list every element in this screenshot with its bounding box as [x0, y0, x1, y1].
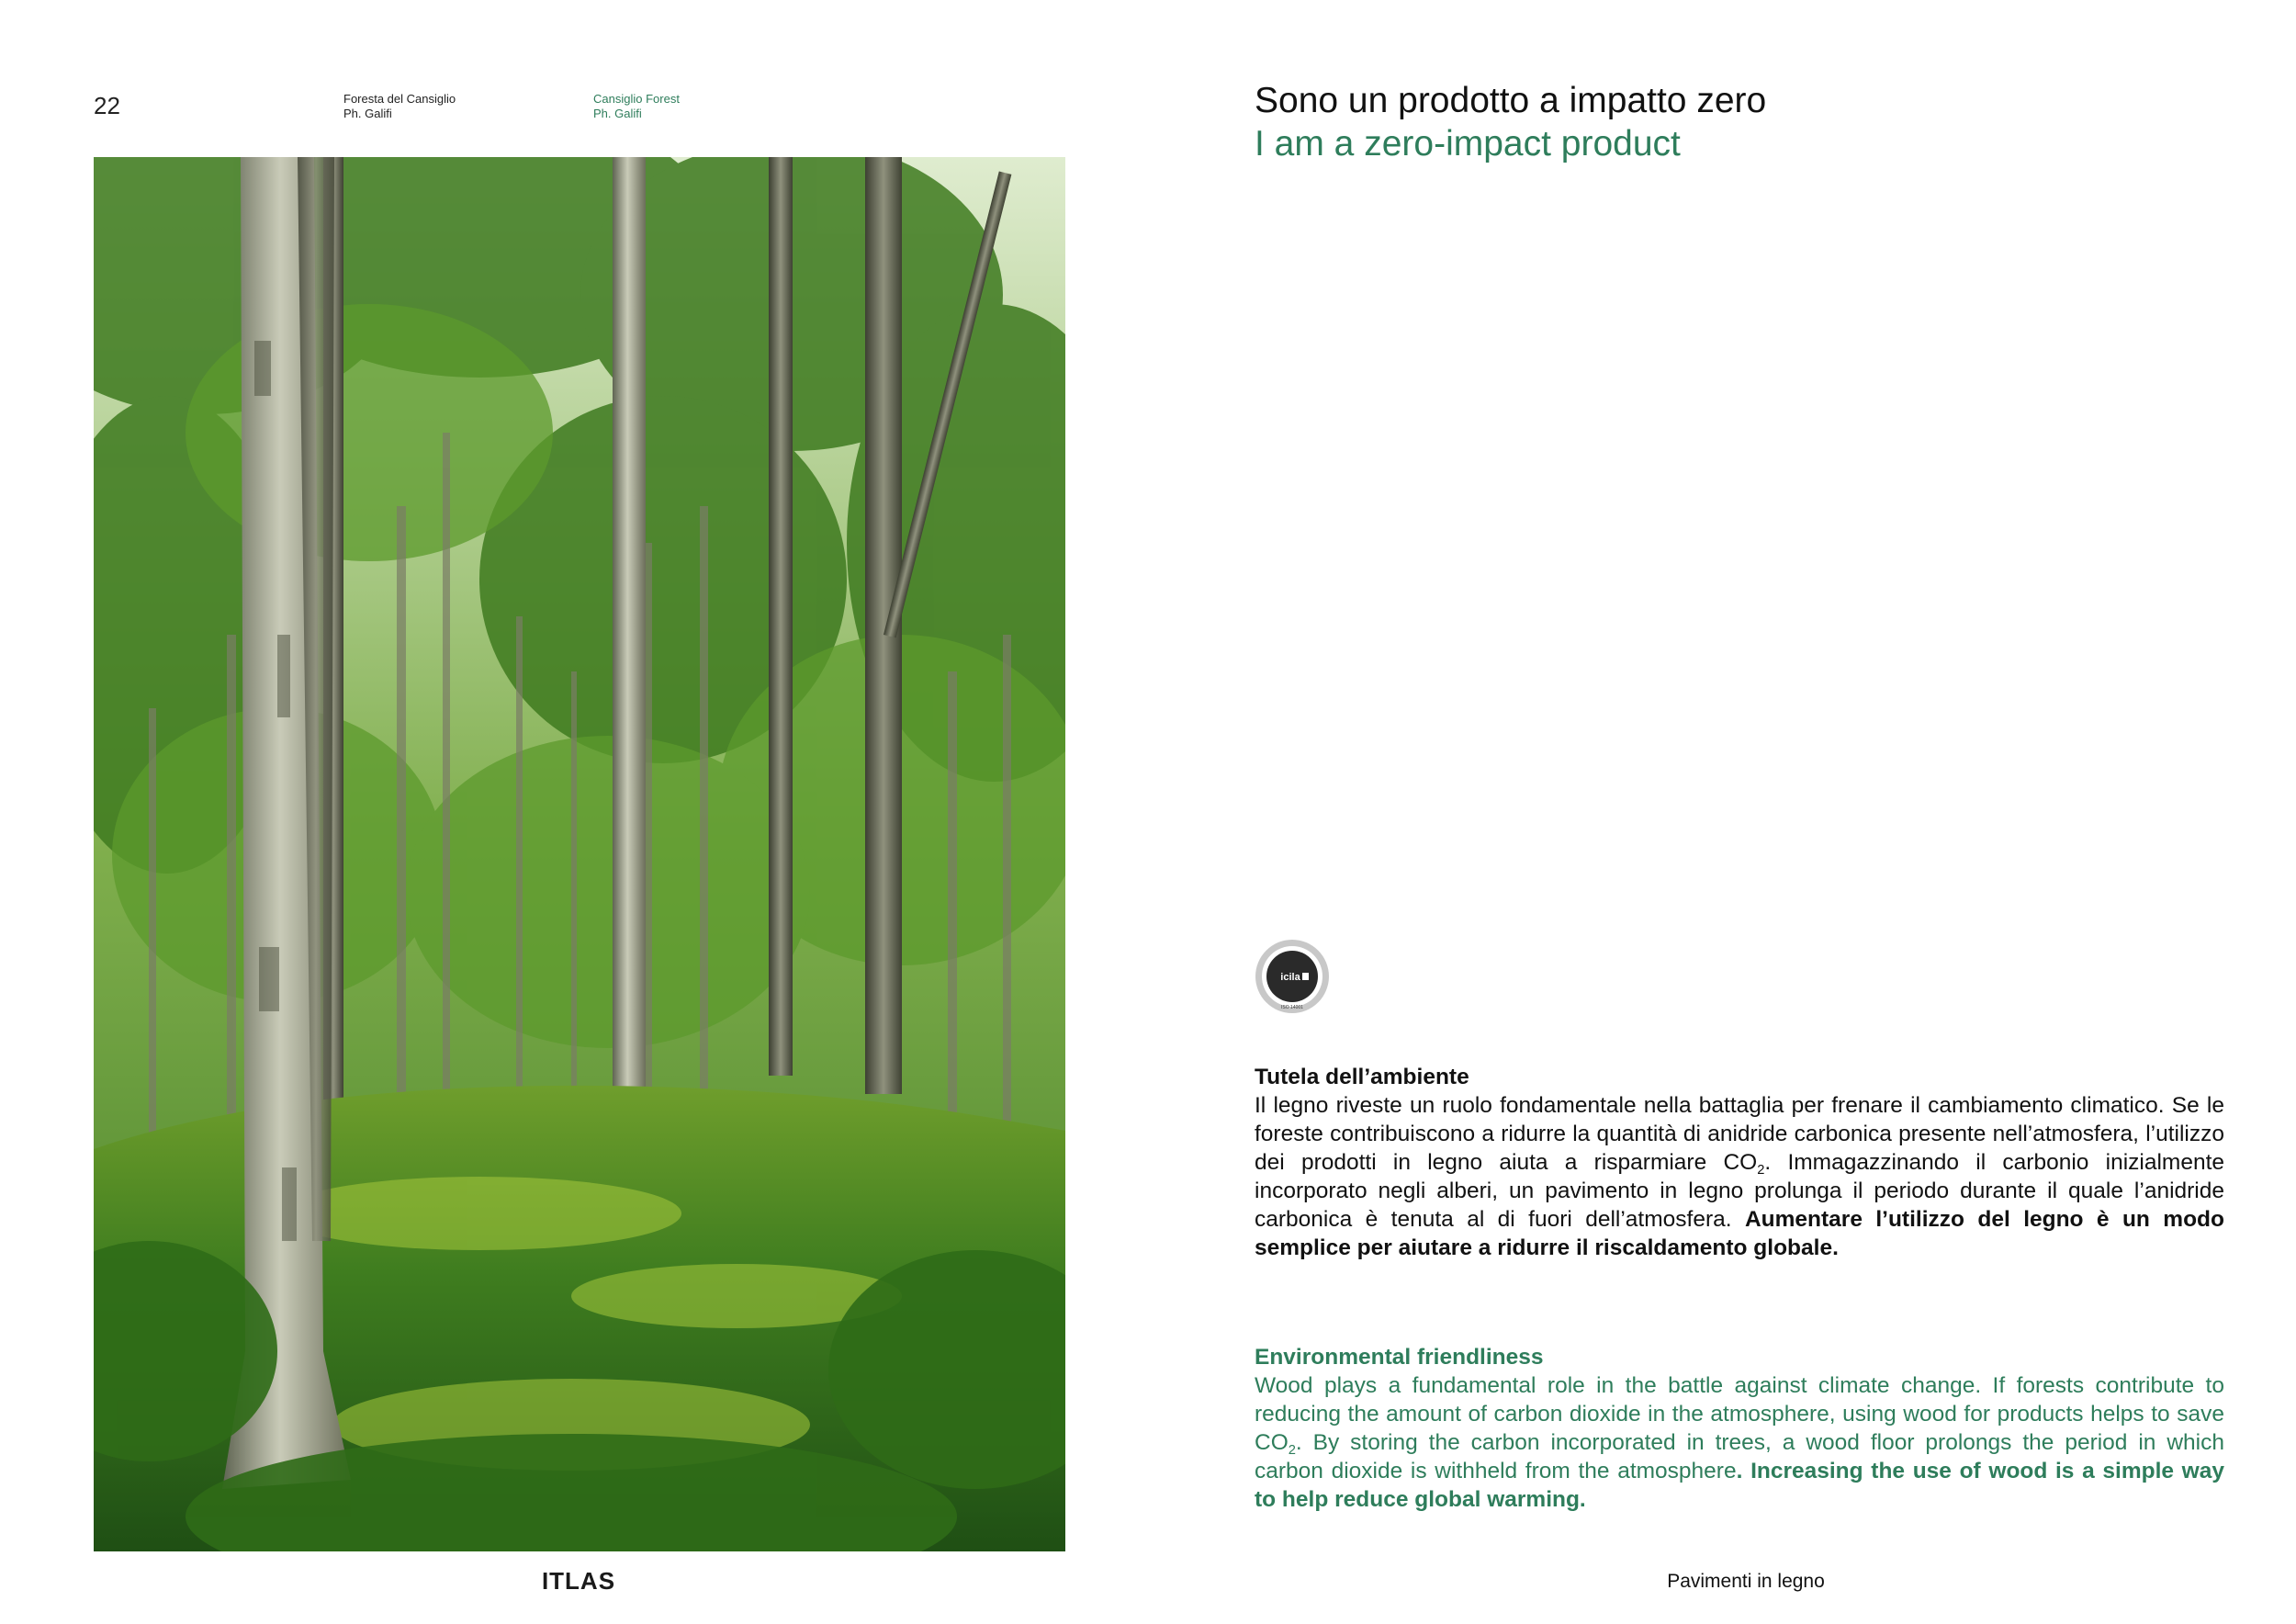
subscript: 2: [1288, 1443, 1296, 1459]
title-italian: Sono un prodotto a impatto zero: [1255, 81, 1767, 120]
section-heading: Tutela dell’ambiente: [1255, 1065, 1469, 1089]
section-body: Il legno riveste un ruolo fondamentale nella battaglia per frenare il cambiamento climatico. Se le foreste contribuiscono a ridurre la quantità di anidride carbonica presente nell’atmosfera, l’utilizzo dei prodotti in legno aiuta a risparmiare CO: [1255, 1093, 2224, 1175]
section-body: Wood plays a fundamental role in the battle against climate change. If forests contribute to reducing the amount of carbon dioxide in the atmosphere, using wood for products helps to save CO: [1255, 1373, 2224, 1455]
badge-sub: ISO 14001: [1281, 1005, 1303, 1010]
section-emphasis: . Increasing the use of wood is a simple way to help reduce global warming.: [1255, 1459, 2224, 1512]
section-italian: [1255, 1063, 2224, 1262]
title-english: I am a zero-impact product: [1255, 124, 1681, 164]
section-english: [1255, 1343, 2224, 1514]
section-body-cont: . By storing the carbon incorporated in trees, a wood floor prolongs the period in which carbon dioxide is withheld from the atmosphere: [1255, 1430, 2224, 1483]
photo-caption-english: [593, 92, 680, 121]
section-emphasis: Aumentare l’utilizzo del legno è un modo semplice per aiutare a ridurre il riscaldamento globale.: [1255, 1207, 2224, 1260]
page-number: 22: [94, 92, 120, 119]
section-heading: Environmental friendliness: [1255, 1345, 1544, 1370]
section-body-cont: . Immagazzinando il carbonio inizialmente incorporato negli alberi, un pavimento in legno prolunga il periodo durante il quale l’anidride carbonica è tenuta al di fuori dell’atmosfera.: [1255, 1150, 2225, 1232]
photo-caption-italian: [343, 92, 456, 121]
badge-label: icila: [1280, 972, 1300, 983]
caption-location: Foresta del Cansiglio: [343, 92, 456, 106]
caption-credit: Ph. Galifi: [593, 107, 642, 120]
brand-logo: ITLAS: [541, 1567, 616, 1595]
subscript: 2: [1757, 1163, 1765, 1179]
certification-badge-icon: [1255, 939, 1330, 1014]
caption-location: Cansiglio Forest: [593, 92, 680, 106]
caption-credit: Ph. Galifi: [343, 107, 392, 120]
forest-photo: [94, 157, 1065, 1551]
footer-label: Pavimenti in legno: [1667, 1571, 1825, 1592]
